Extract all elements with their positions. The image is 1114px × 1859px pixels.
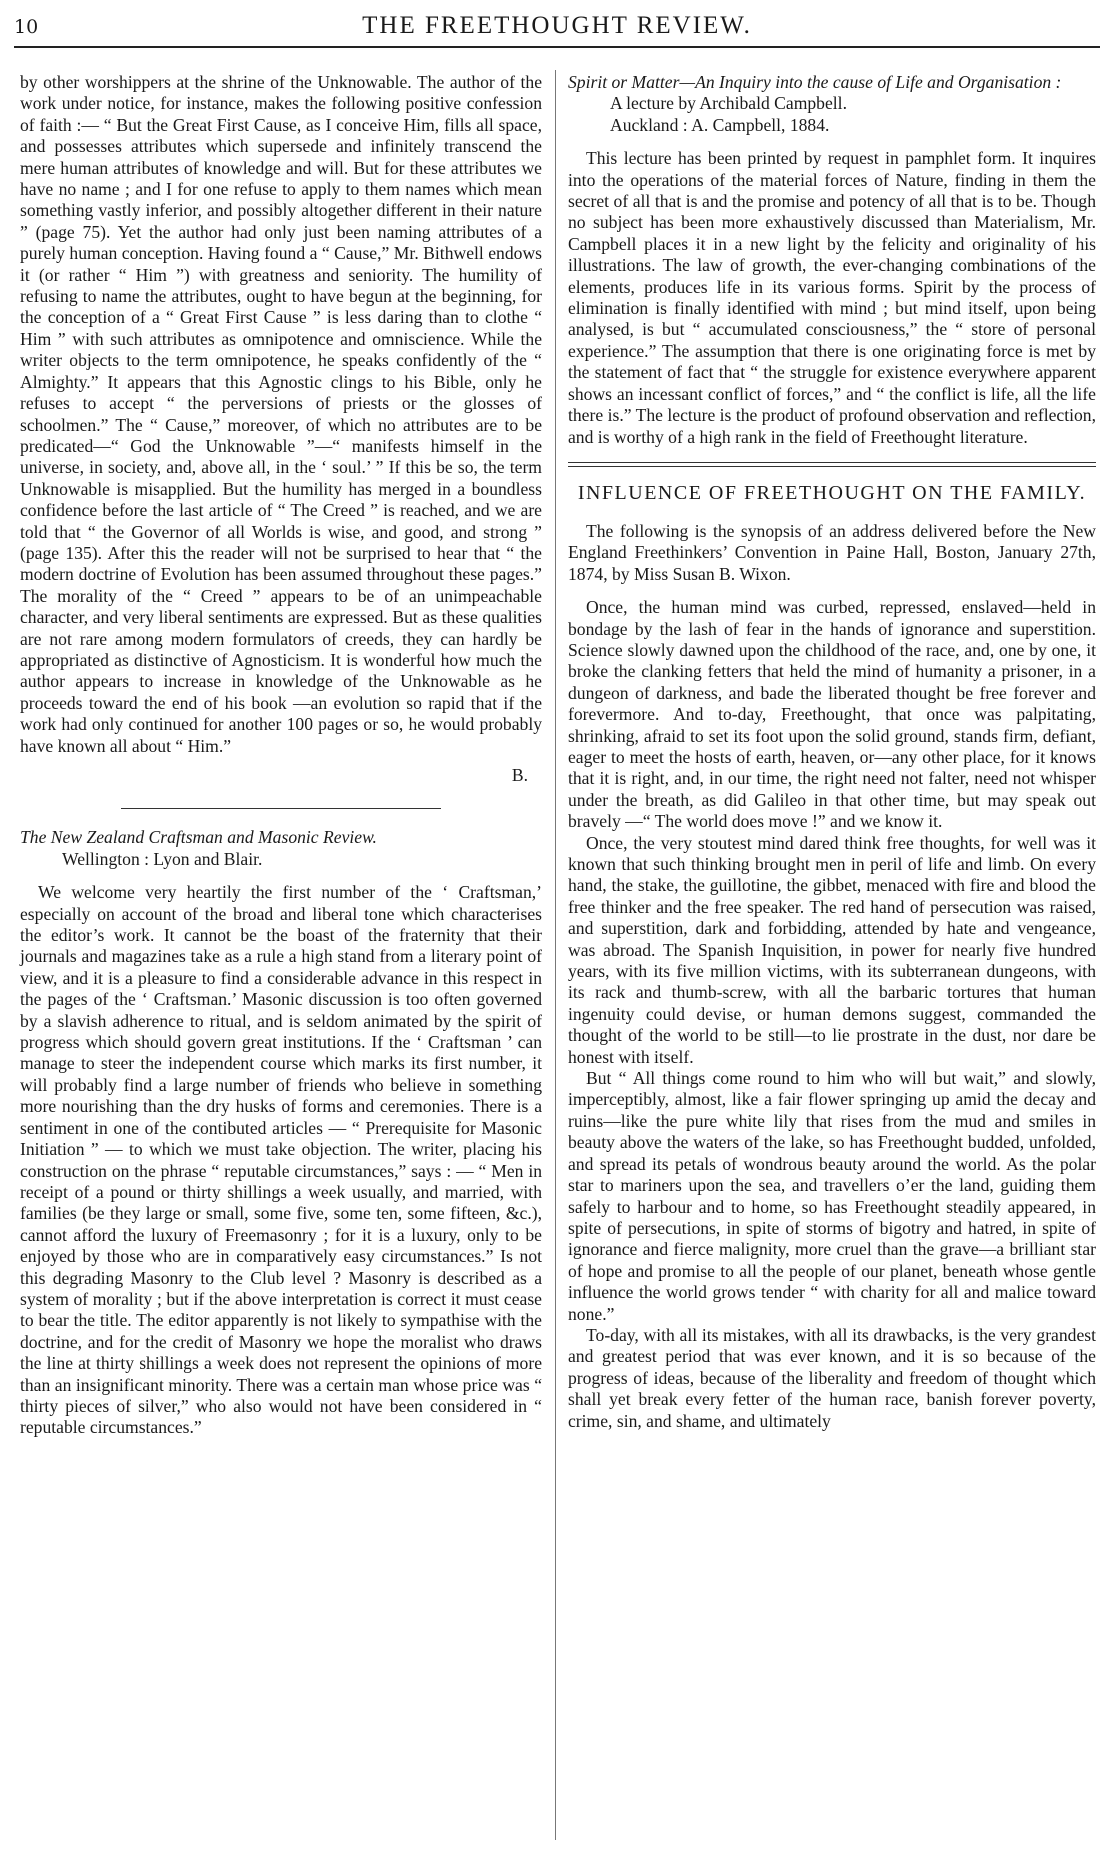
section-rule (121, 808, 441, 809)
review-heading (568, 72, 1096, 136)
article-paragraph: To-day, with all its mistakes, with all its drawbacks, is the very grandest and greatest period that was ever known, and it is so because of the progress of ideas, because of the liberality and freedom of thought which shall yet break every fetter of the human race, banish forever poverty, crime, sin, and shame, and ultimately (568, 1324, 1096, 1431)
review-title: The New Zealand Craftsman and Masonic Review. (20, 827, 377, 848)
article-paragraph: by other worshippers at the shrine of the Unknowable. The author of the work under notice, for instance, makes the following positive confession of faith :— “ But the Great First Cause, as I conceive Him, fills all space, and possesses attributes which supersede and infinitely transcend the mere human attributes of knowledge and will. But for these attributes we have no name ; and I for one refuse to apply to them names which mean something vastly inferior, and possibly altogether different in their nature ” (page 75). Yet the author had only just been naming attributes of a purely human conception. Having found a “ Cause,” Mr. Bithwell endows it (or rather “ Him ”) with greatness and seniority. The humility of refusing to name the attributes, ought to have begun at the beginning, for the conception of a “ Great First Cause ” is less daring than to clothe “ Him ” with such attributes as omnipotence and omniscience. While the writer objects to the term omnipotence, he speaks confidently of the “ Almighty.” It appears that this Agnostic clings to his Bible, only he refuses to accept “ the perversions of priests or the glosses of schoolmen.” The “ Cause,” moreover, of which no attributes are to be predicated—“ God the Unknowable ”—“ manifests himself in the universe, in society, and, above all, in the ‘ soul.’ ” If this be so, the term Unknowable is misapplied. But the humility has merged in a boundless confidence before the last article of “ The Creed ” is reached, and we are told that “ the Governor of all Worlds is wise, and good, and strong ” (page 135). After this the reader will not be surprised to hear that “ the modern doctrine of Evolution has been assumed throughout these pages.” The morality of the “ Creed ” appears to be of an unimpeachable character, and very liberal sentiments are expressed. But as these qualities are not rare among modern formulators of creeds, they can hardly be appropriated as distinctive of Agnosticism. It is wonderful how much the author appears to increase in knowledge of the Unknowable as he proceeds toward the end of his book —an evolution so rapid that if the work had only continued for another 100 pages or so, he would probably have known all about “ Him.” (20, 72, 542, 756)
masthead-title: THE FREETHOUGHT REVIEW. (362, 12, 752, 39)
article-paragraph: The following is the synopsis of an address delivered before the New England Freethinkers’ Convention in Paine Hall, Boston, January 27th, 1874, by Miss Susan B. Wixon. (568, 520, 1096, 584)
page-header (14, 6, 1100, 48)
article-paragraph: Once, the very stoutest mind dared think free thoughts, for well was it known that such thinking brought men in peril of life and limb. On every hand, the stake, the guillotine, the gibbet, menaced with fire and blood the free thinker and the free speaker. The red hand of persecution was raised, and superstition, dark and forbidding, attended by hate and vengeance, was abroad. The Spanish Inquisition, in power for nearly five hundred years, with its five million victims, with its subterranean dungeons, with its rack and thumb-screw, with all the barbaric tortures that human ingenuity could devise, or human demons suggest, commanded the thought of the world to be still—to lie prostrate in the dust, nor dare be honest with itself. (568, 832, 1096, 1067)
review-title: Spirit or Matter—An Inquiry into the cause of Life and Organisation : (568, 72, 1062, 92)
review-heading (20, 827, 542, 870)
author-signature: B. (511, 765, 528, 785)
spacer (568, 136, 1096, 148)
column-divider (555, 70, 556, 1840)
spacer (20, 870, 542, 882)
left-column (20, 72, 542, 1439)
article-paragraph: This lecture has been printed by request in pamphlet form. It inquires into the operations of the material forces of Nature, finding in them the secret of all that is and the promise and potency of all that is to be. Though no subject has been more exhaustively discussed than Materialism, Mr. Campbell places it in a new light by the felicity and originality of his illustrations. The law of growth, the ever-changing combinations of the elements, produces life in its various forms. Spirit by the process of elimination is finally identified with mind ; but mind itself, upon being analysed, is but “ accumulated consciousness,” the “ store of personal experience.” The assumption that there is one originating force is met by the statement of fact that “ the struggle for existence everywhere apparent shows an incessant conflict of forces,” and “ the conflict is life, all the life there is.” The lecture is the product of profound observation and reflection, and is worthy of a high rank in the field of Freethought literature. (568, 148, 1096, 447)
article-paragraph: We welcome very heartily the first number of the ‘ Craftsman,’ especially on account of the broad and liberal tone which characterises the editor’s work. It cannot be the boast of the fraternity that their journals and magazines take as a rule a high stand from a literary point of view, and it is a pleasure to find a considerable advance in this respect in the pages of the ‘ Craftsman.’ Masonic discussion is too often governed by a slavish adherence to ritual, and is seldom animated by the spirit of progress which should govern great institutions. If the ‘ Craftsman ’ can manage to steer the independent course which marks its first number, it will probably find a large number of friends who believe in something more nourishing than the dry husks of forms and ceremonies. There is a sentiment in one of the contibuted articles — “ Prerequisite for Masonic Initiation ” — to which we must take objection. The writer, placing his construction on the phrase “ reputable circumstances,” says : — “ Men in receipt of a pound or thirty shillings a week usually, and married, with families (be they large or small, some five, some ten, some fifteen, &c.), cannot afford the luxury of Freemasonry ; for it is a luxury, only to be enjoyed by those who are in comparatively easy circumstances.” Is not this degrading Masonry to the Club level ? Masonry is described as a system of morality ; but if the above interpretation is correct it must cease to bear the title. The editor apparently is not likely to sympathise with the doctrine, and for the credit of Masonry we hope the moralist who draws the line at thirty shillings a week does not represent the opinions of more than an insignificant minority. There was a certain man whose price was “ thirty pieces of silver,” who also would not have been considered in “ reputable circumstances.” (20, 882, 542, 1438)
section-rule (568, 462, 1096, 467)
article-paragraph: But “ All things come round to him who will but wait,” and slowly, imperceptibly, almost, like a fair flower springing up amid the decay and ruins—like the pure white lily that rises from the mud and smiles in beauty above the waters of the lake, so has Freethought budded, unfolded, and spread its petals of wondrous beauty around the world. As the polar star to mariners upon the sea, and travellers o’er the land, guiding them safely to harbour and to home, so has Freethought steadily appeared, in spite of persecutions, in spite of storms of bigotry and hatred, in spite of ignorance and fierce malignity, more cruel than the grave—a brilliant star of hope and promise to all the people of our planet, beneath whose gentle influence the world grows tender “ with charity for all and malice toward none.” (568, 1068, 1096, 1324)
spacer (568, 585, 1096, 597)
review-subtitle: A lecture by Archibald Campbell. (610, 93, 847, 114)
page-number: 10 (14, 16, 39, 38)
section-title: INFLUENCE OF FREETHOUGHT ON THE FAMILY. (577, 481, 1087, 504)
right-column (568, 72, 1096, 1432)
review-publisher: Auckland : A. Campbell, 1884. (610, 114, 830, 135)
article-paragraph: Once, the human mind was curbed, repressed, enslaved—held in bondage by the lash of fear in the hands of ignorance and superstition. Science slowly dawned upon the childhood of the race, and, one by one, it broke the clanking fetters that held the mind of humanity a prisoner, in a dungeon of darkness, and bade the liberated thought be free forever and forevermore. And to-day, Freethought, that once was palpitating, shrinking, afraid to set its foot upon the solid ground, stands firm, defiant, eager to meet the hosts of earth, heaven, or—any other place, for it knows that it is right, and, in our time, the right need not falter, need not whisper under the breath, as did Galileo in that other time, but may speak out bravely —“ The world does move !” and we know it. (568, 597, 1096, 832)
review-publisher: Wellington : Lyon and Blair. (62, 848, 263, 869)
